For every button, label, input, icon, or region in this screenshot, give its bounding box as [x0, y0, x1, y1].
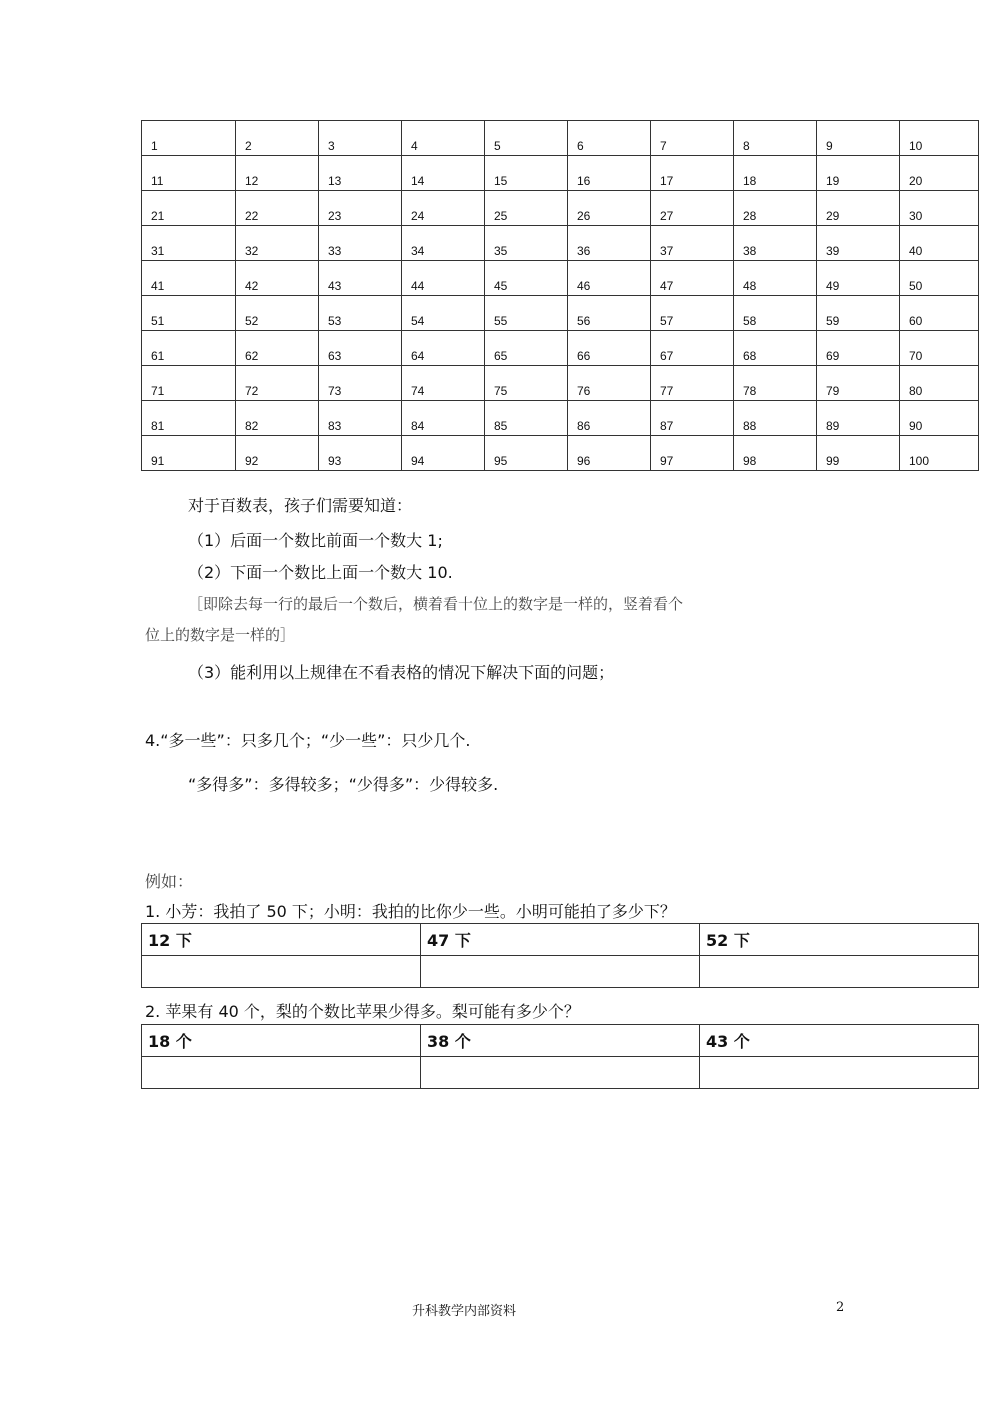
hundred-table-cell: 42 [236, 261, 319, 296]
hundred-table-cell: 92 [236, 436, 319, 471]
question-2-options-table [141, 1024, 979, 1089]
hundred-table-cell: 94 [402, 436, 485, 471]
hundred-table-row [142, 366, 979, 401]
hundred-table-row [142, 296, 979, 331]
hundred-table-row [142, 156, 979, 191]
hundred-table-cell: 14 [402, 156, 485, 191]
hundred-table-cell: 77 [651, 366, 734, 401]
footer-label: 升科教学内部资料 [412, 1304, 517, 1319]
hundred-table-cell: 86 [568, 401, 651, 436]
hundred-table-cell: 72 [236, 366, 319, 401]
hundred-table-cell: 76 [568, 366, 651, 401]
hundred-table-row [142, 436, 979, 471]
hundred-table-cell: 69 [817, 331, 900, 366]
hundred-table-cell: 44 [402, 261, 485, 296]
hundred-table-cell: 36 [568, 226, 651, 261]
hundred-table-cell: 6 [568, 121, 651, 156]
hundred-table-cell: 98 [734, 436, 817, 471]
hundred-table-cell: 97 [651, 436, 734, 471]
rule-2-explanation-b: 位上的数字是一样的］ [145, 626, 296, 644]
hundred-table-cell: 68 [734, 331, 817, 366]
hundred-table-row [142, 121, 979, 156]
question-1: 1. 小芳：我拍了 50 下；小明：我拍的比你少一些。小明可能拍了多少下？ [145, 902, 676, 921]
hundred-table-cell: 3 [319, 121, 402, 156]
hundred-table-cell: 73 [319, 366, 402, 401]
hundred-table-cell: 88 [734, 401, 817, 436]
hundred-table-cell: 85 [485, 401, 568, 436]
hundred-table-cell: 33 [319, 226, 402, 261]
hundred-table-cell: 18 [734, 156, 817, 191]
hundred-table-cell: 4 [402, 121, 485, 156]
hundred-table-cell: 60 [900, 296, 979, 331]
hundred-table-cell: 66 [568, 331, 651, 366]
option-47: 47 下 [421, 924, 700, 956]
hundred-table-cell: 55 [485, 296, 568, 331]
hundred-table-cell: 54 [402, 296, 485, 331]
rule-2: （2）下面一个数比上面一个数大 10. [188, 563, 453, 582]
hundred-table-cell: 1 [142, 121, 236, 156]
hundred-table-cell: 78 [734, 366, 817, 401]
hundred-table-cell: 28 [734, 191, 817, 226]
hundred-table-cell: 32 [236, 226, 319, 261]
hundred-table-cell: 91 [142, 436, 236, 471]
hundred-table-cell: 52 [236, 296, 319, 331]
hundred-table-cell: 96 [568, 436, 651, 471]
hundred-table-cell: 50 [900, 261, 979, 296]
examples-heading: 例如： [145, 872, 194, 891]
hundred-table-cell: 43 [319, 261, 402, 296]
hundred-table-cell: 12 [236, 156, 319, 191]
rule-3: （3）能利用以上规律在不看表格的情况下解决下面的问题； [188, 663, 615, 682]
answer-box[interactable] [142, 1057, 421, 1089]
hundred-table-cell: 24 [402, 191, 485, 226]
hundred-table-row [142, 191, 979, 226]
answer-box[interactable] [421, 956, 700, 988]
hundred-table-cell: 35 [485, 226, 568, 261]
hundred-table-cell: 48 [734, 261, 817, 296]
hundred-table-cell: 99 [817, 436, 900, 471]
hundred-table-cell: 83 [319, 401, 402, 436]
hundred-table-cell: 34 [402, 226, 485, 261]
hundred-table-cell: 45 [485, 261, 568, 296]
hundred-table-cell: 13 [319, 156, 402, 191]
hundred-table-cell: 49 [817, 261, 900, 296]
hundred-table-cell: 19 [817, 156, 900, 191]
hundred-table-cell: 20 [900, 156, 979, 191]
hundred-table-cell: 67 [651, 331, 734, 366]
hundred-table-cell: 9 [817, 121, 900, 156]
hundred-table-cell: 90 [900, 401, 979, 436]
hundred-table-cell: 82 [236, 401, 319, 436]
hundred-table-cell: 63 [319, 331, 402, 366]
hundred-table-cell: 7 [651, 121, 734, 156]
hundred-table-cell: 64 [402, 331, 485, 366]
rule-2-explanation-a: ［即除去每一行的最后一个数后，横着看十位上的数字是一样的，竖着看个 [188, 595, 684, 613]
rule-1: （1）后面一个数比前面一个数大 1; [188, 531, 443, 550]
hundred-table-cell: 79 [817, 366, 900, 401]
hundred-table-cell: 21 [142, 191, 236, 226]
hundred-table-cell: 65 [485, 331, 568, 366]
hundred-table-cell: 51 [142, 296, 236, 331]
hundred-table-row [142, 331, 979, 366]
hundred-table [141, 120, 979, 471]
hundred-table-cell: 81 [142, 401, 236, 436]
hundred-table-row [142, 261, 979, 296]
hundred-table-cell: 59 [817, 296, 900, 331]
hundred-table-cell: 17 [651, 156, 734, 191]
hundred-table-cell: 40 [900, 226, 979, 261]
hundred-table-cell: 31 [142, 226, 236, 261]
hundred-table-cell: 29 [817, 191, 900, 226]
hundred-table-cell: 89 [817, 401, 900, 436]
hundred-table-cell: 37 [651, 226, 734, 261]
hundred-table-cell: 95 [485, 436, 568, 471]
hundred-table-cell: 56 [568, 296, 651, 331]
option-43: 43 个 [700, 1025, 979, 1057]
hundred-table-cell: 26 [568, 191, 651, 226]
answer-box[interactable] [421, 1057, 700, 1089]
hundred-table-cell: 46 [568, 261, 651, 296]
hundred-table-cell: 75 [485, 366, 568, 401]
hundred-table-cell: 25 [485, 191, 568, 226]
hundred-table-cell: 74 [402, 366, 485, 401]
hundred-table-row [142, 226, 979, 261]
question-1-options-table [141, 923, 979, 988]
hundred-table-cell: 10 [900, 121, 979, 156]
answer-box[interactable] [700, 1057, 979, 1089]
option-12: 12 下 [142, 924, 421, 956]
option-52: 52 下 [700, 924, 979, 956]
option-38: 38 个 [421, 1025, 700, 1057]
hundred-table-cell: 22 [236, 191, 319, 226]
hundred-table-cell: 41 [142, 261, 236, 296]
hundred-table-cell: 8 [734, 121, 817, 156]
notes-intro: 对于百数表，孩子们需要知道： [188, 496, 413, 515]
hundred-table-row [142, 401, 979, 436]
hundred-table-cell: 58 [734, 296, 817, 331]
answer-box[interactable] [700, 956, 979, 988]
hundred-table-cell: 11 [142, 156, 236, 191]
hundred-table-cell: 70 [900, 331, 979, 366]
hundred-table-cell: 100 [900, 436, 979, 471]
section-4-line-2: “多得多”：多得较多；“少得多”：少得较多. [188, 775, 499, 794]
hundred-table-cell: 23 [319, 191, 402, 226]
hundred-table-cell: 93 [319, 436, 402, 471]
hundred-table-cell: 2 [236, 121, 319, 156]
hundred-table-cell: 39 [817, 226, 900, 261]
question-2: 2. 苹果有 40 个，梨的个数比苹果少得多。梨可能有多少个？ [145, 1002, 580, 1021]
hundred-table-cell: 30 [900, 191, 979, 226]
hundred-table-cell: 61 [142, 331, 236, 366]
hundred-table-cell: 62 [236, 331, 319, 366]
hundred-table-cell: 71 [142, 366, 236, 401]
hundred-table-cell: 38 [734, 226, 817, 261]
hundred-table-cell: 5 [485, 121, 568, 156]
hundred-table-cell: 16 [568, 156, 651, 191]
hundred-table-cell: 15 [485, 156, 568, 191]
hundred-table-cell: 84 [402, 401, 485, 436]
hundred-table-cell: 27 [651, 191, 734, 226]
hundred-table-cell: 57 [651, 296, 734, 331]
answer-box[interactable] [142, 956, 421, 988]
hundred-table-cell: 47 [651, 261, 734, 296]
section-4-line-1: 4.“多一些”：只多几个；“少一些”：只少几个. [145, 731, 471, 750]
hundred-table-cell: 87 [651, 401, 734, 436]
hundred-table-cell: 53 [319, 296, 402, 331]
hundred-table-cell: 80 [900, 366, 979, 401]
page-number: 2 [836, 1300, 845, 1315]
option-18: 18 个 [142, 1025, 421, 1057]
